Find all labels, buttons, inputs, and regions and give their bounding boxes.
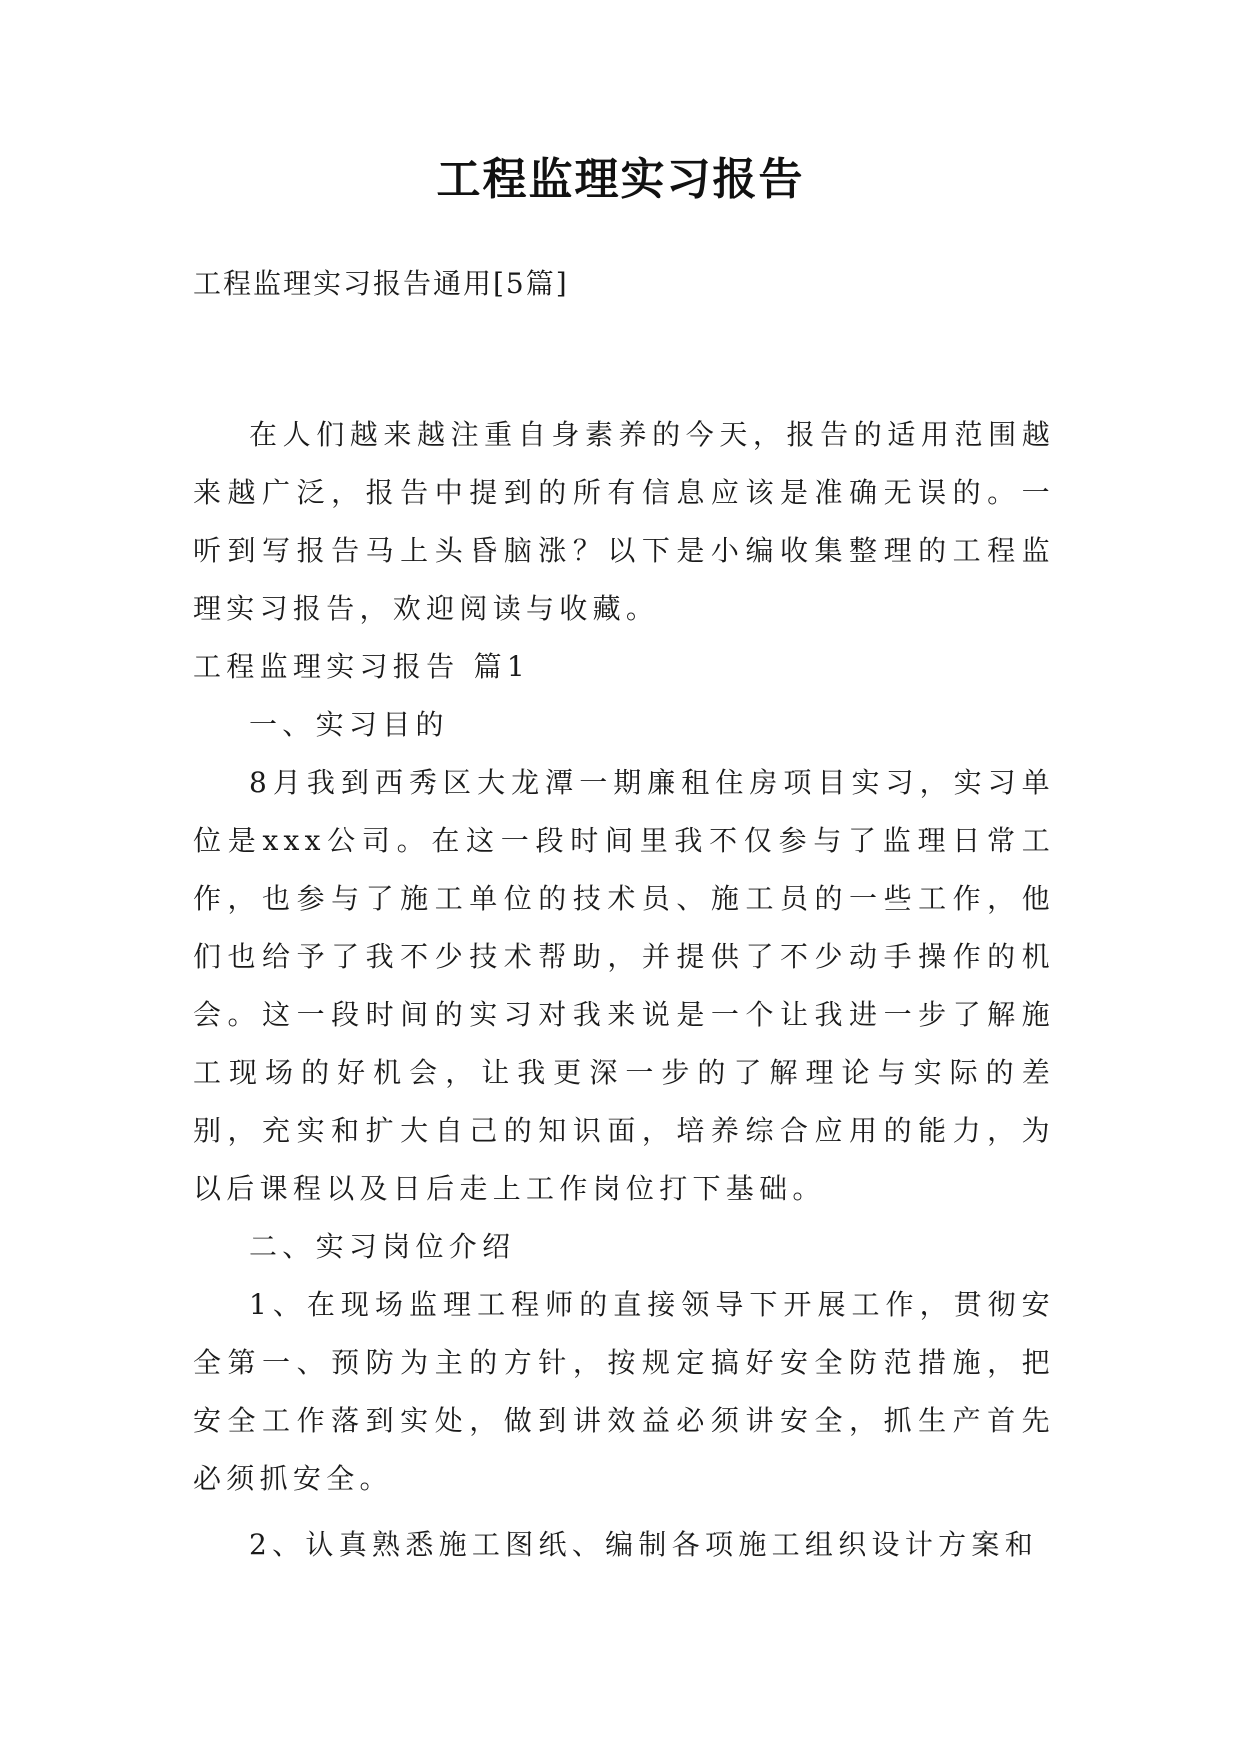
document-title: 工程监理实习报告 — [436, 154, 805, 205]
purpose-paragraph: 8月我到西秀区大龙潭一期廉租住房项目实习，实习单位是xxx公司。在这一段时间里我不仅参与了监理日常工作，也参与了施工单位的技术员、施工员的一些工作，他们也给予了我不少技术帮助，并提供了不少动手操作的机会。这一段时间的实习对我来说是一个让我进一步了解施工现场的好机会，让我更深一步的了解理论与实际的差别，充实和扩大自己的知识面，培养综合应用的能力，为以后课程以及日后走上工作岗位打下基础。 — [193, 766, 1055, 1205]
document-body — [193, 406, 1055, 1574]
heading-position-intro: 二、实习岗位介绍 — [249, 1230, 516, 1263]
document-subtitle: 工程监理实习报告通用[5篇] — [193, 267, 569, 300]
position-item-2: 2、认真熟悉施工图纸、编制各项施工组织设计方案和 — [249, 1528, 1039, 1561]
position-item-1: 1、在现场监理工程师的直接领导下开展工作，贯彻安全第一、预防为主的方针，按规定搞好安全防范措施，把安全工作落到实处，做到讲效益必须讲安全，抓生产首先必须抓安全。 — [193, 1288, 1055, 1495]
heading-internship-purpose: 一、实习目的 — [249, 708, 449, 741]
section-heading-part-1: 工程监理实习报告 篇1 — [193, 650, 531, 683]
intro-paragraph: 在人们越来越注重自身素养的今天，报告的适用范围越来越广泛，报告中提到的所有信息应该是准确无误的。一听到写报告马上头昏脑涨？以下是小编收集整理的工程监理实习报告，欢迎阅读与收藏。 — [193, 418, 1055, 625]
